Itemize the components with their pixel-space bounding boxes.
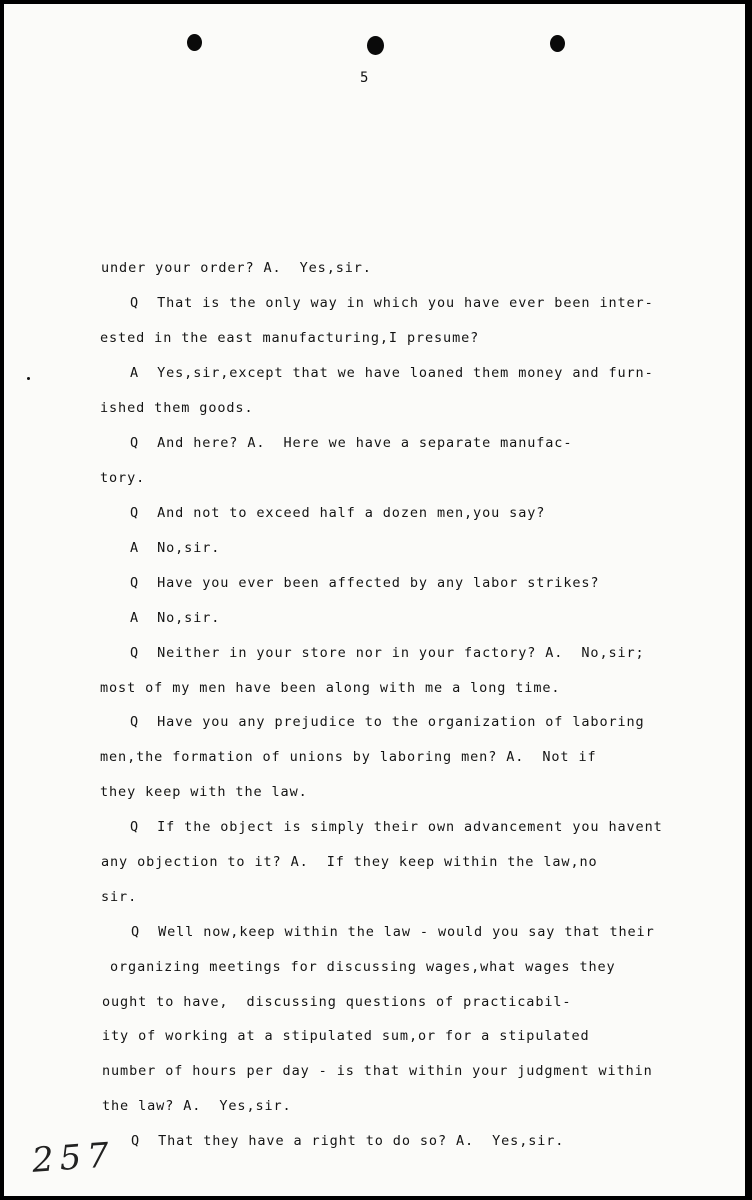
transcript-line: sir.: [101, 889, 138, 905]
transcript-line: Q Have you ever been affected by any labor strikes?: [130, 575, 600, 591]
handwritten-folio-number: 257: [30, 1135, 117, 1181]
document-page: [4, 4, 745, 1196]
transcript-line: Q And here? A. Here we have a separate manufac-: [130, 435, 573, 451]
ink-speck: [27, 377, 30, 380]
transcript-line: any objection to it? A. If they keep within the law,no: [101, 854, 598, 870]
transcript-line: ished them goods.: [100, 400, 254, 416]
transcript-line: Q If the object is simply their own advancement you havent: [130, 819, 663, 835]
transcript-line: Q Well now,keep within the law - would you say that their: [131, 924, 655, 940]
transcript-line: Q And not to exceed half a dozen men,you say?: [130, 505, 546, 521]
transcript-line: Q That is the only way in which you have ever been inter-: [130, 295, 654, 311]
transcript-line: A No,sir.: [130, 540, 221, 556]
transcript-line: A No,sir.: [130, 610, 221, 626]
transcript-line: A Yes,sir,except that we have loaned them money and furn-: [130, 365, 654, 381]
transcript-line: Q Have you any prejudice to the organization of laboring: [130, 714, 645, 730]
transcript-line: tory.: [100, 470, 146, 486]
punch-hole: [550, 35, 565, 52]
transcript-line: number of hours per day - is that within your judgment within: [102, 1063, 653, 1079]
transcript-line: Q That they have a right to do so? A. Yes,sir.: [131, 1133, 565, 1149]
transcript-line: ity of working at a stipulated sum,or for a stipulated: [102, 1028, 590, 1044]
page-number: 5: [360, 70, 369, 86]
transcript-line: they keep with the law.: [100, 784, 308, 800]
transcript-line: Q Neither in your store nor in your factory? A. No,sir;: [130, 645, 645, 661]
punch-hole: [187, 34, 202, 51]
transcript-line: ought to have, discussing questions of practicabil-: [102, 994, 572, 1010]
transcript-line: most of my men have been along with me a long time.: [100, 680, 561, 696]
punch-hole: [367, 36, 384, 55]
transcript-line: under your order? A. Yes,sir.: [101, 260, 372, 276]
transcript-line: organizing meetings for discussing wages,what wages they: [110, 959, 616, 975]
transcript-line: the law? A. Yes,sir.: [102, 1098, 292, 1114]
transcript-line: men,the formation of unions by laboring men? A. Not if: [100, 749, 597, 765]
transcript-line: ested in the east manufacturing,I presume?: [100, 330, 480, 346]
